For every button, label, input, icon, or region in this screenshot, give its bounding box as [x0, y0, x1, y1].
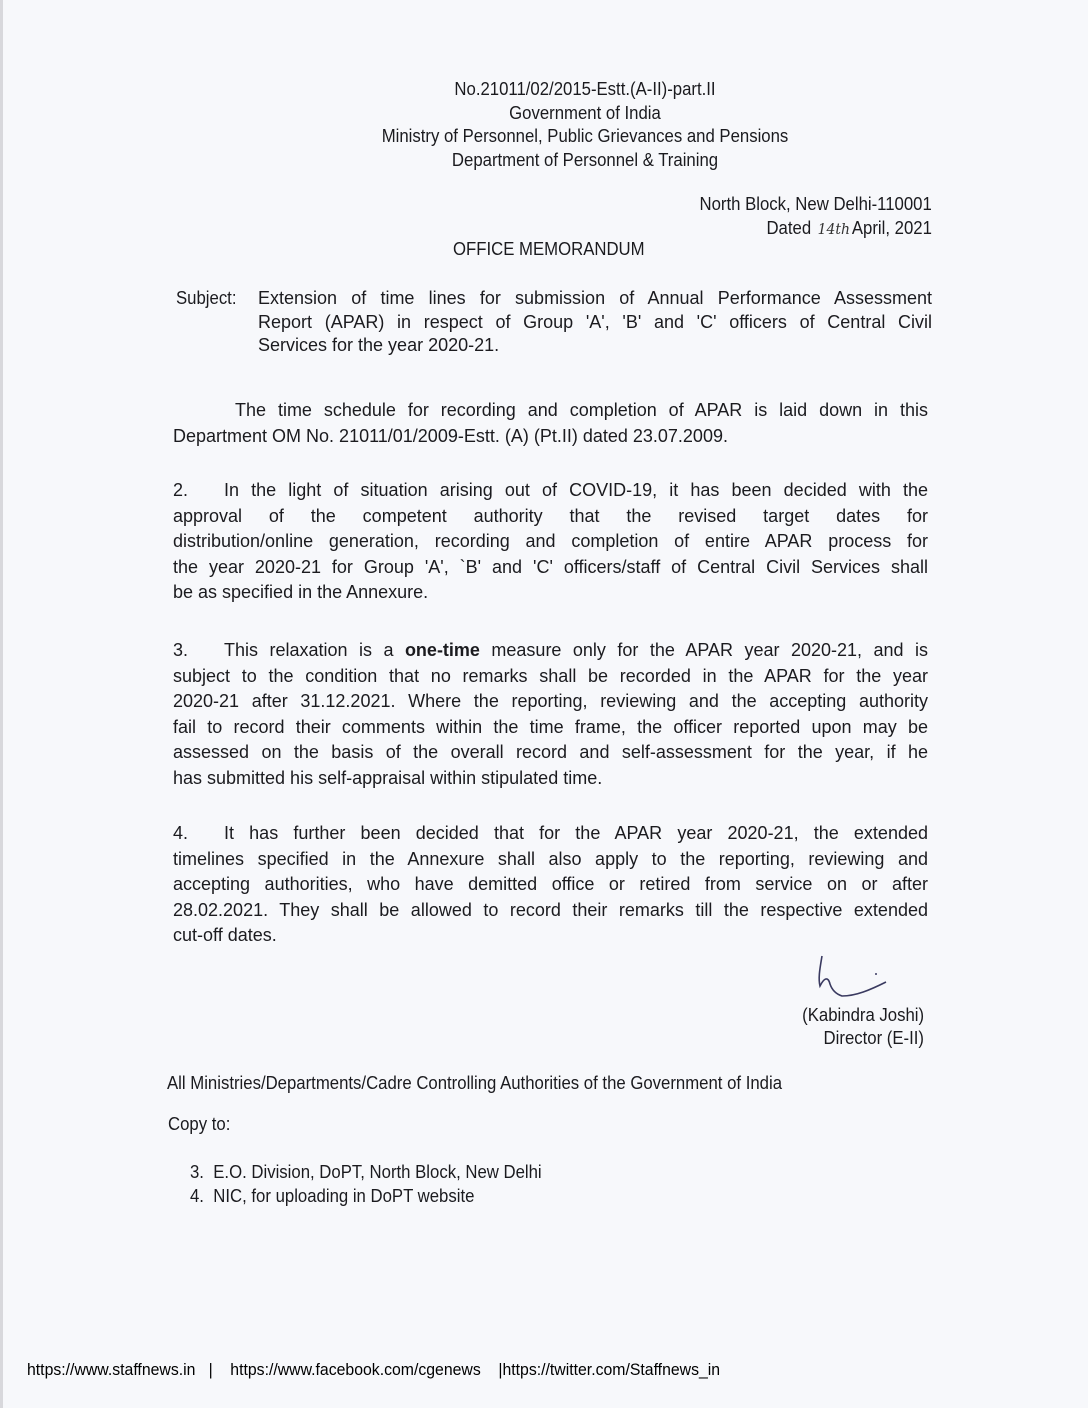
date-line [767, 218, 932, 239]
subject-line: Extension of time lines for submission of Annual Performance Assessment [258, 288, 932, 308]
para-line: Department OM No. 21011/01/2009-Estt. (A) (Pt.II) dated 23.07.2009. [173, 425, 728, 446]
para-line: 2020-21 after 31.12.2021. Where the reporting, reviewing and the accepting authority [173, 691, 928, 712]
file-number: No.21011/02/2015-Estt.(A-II)-part.II [454, 79, 716, 99]
paragraph-1 [173, 398, 928, 449]
para-text: measure only for the APAR year 2020-21, and is [479, 640, 929, 660]
department: Department of Personnel & Training [451, 149, 719, 170]
government: Government of India [509, 102, 661, 123]
para-line: distribution/online generation, recording and completion of entire APAR process for [173, 531, 928, 552]
letterhead [0, 78, 1088, 172]
para-text: 3. This relaxation is a [173, 640, 405, 660]
para-line: fail to record their comments within the time frame, the officer reported upon may be [173, 716, 928, 737]
separator: | [498, 1360, 503, 1379]
subject-label: Subject: [176, 288, 237, 308]
para-line: 28.02.2021. They shall be allowed to record their remarks till the respective extended [173, 899, 928, 920]
copy-to-item: 4. NIC, for uploading in DoPT website [190, 1186, 475, 1206]
ministry: Ministry of Personnel, Public Grievances and Pensions [381, 126, 789, 146]
copy-to-item: 3. E.O. Division, DoPT, North Block, New Delhi [190, 1162, 542, 1182]
paragraph-3 [173, 638, 928, 792]
footer-link-twitter[interactable]: https://twitter.com/Staffnews_in [502, 1360, 721, 1379]
footer-links [27, 1360, 720, 1380]
para-line: be as specified in the Annexure. [173, 582, 429, 603]
signatory-name: (Kabindra Joshi) [802, 1005, 924, 1025]
para-line: 2. In the light of situation arising out of COVID-19, it has been decided with the [173, 480, 928, 500]
subject-line: Services for the year 2020-21. [258, 335, 500, 355]
footer-link-website[interactable]: https://www.staffnews.in [27, 1360, 196, 1379]
handwritten-day: 14th [817, 220, 851, 238]
para-line [173, 638, 928, 664]
subject-line: Report (APAR) in respect of Group 'A', 'B' and 'C' officers of Central Civil [258, 311, 932, 332]
para-line: has submitted his self-appraisal within stipulated time. [173, 767, 603, 788]
separator: | [208, 1360, 213, 1379]
address: North Block, New Delhi-110001 [699, 194, 932, 214]
para-line: timelines specified in the Annexure shall also apply to the reporting, reviewing and [173, 848, 928, 869]
date-month-year: April, 2021 [851, 218, 932, 238]
date-label: Dated [766, 218, 812, 238]
subject-text [258, 287, 932, 358]
copy-to-label: Copy to: [168, 1114, 231, 1134]
para-line: 4. It has further been decided that for the APAR year 2020-21, the extended [173, 823, 928, 843]
signature-icon [812, 950, 892, 1002]
para-line: subject to the condition that no remarks shall be recorded in the APAR for the year [173, 665, 928, 686]
para-line: approval of the competent authority that the revised target dates for [173, 505, 928, 526]
doc-type: OFFICE MEMORANDUM [453, 239, 645, 259]
para-line: the year 2020-21 for Group 'A', `B' and 'C' officers/staff of Central Civil Services shall [173, 556, 928, 577]
scan-edge [0, 0, 3, 1408]
para-line: accepting authorities, who have demitted office or retired from service on or after [173, 874, 928, 895]
para-line: cut-off dates. [173, 925, 277, 946]
paragraph-2 [173, 478, 928, 606]
signatory-designation: Director (E-II) [823, 1028, 924, 1048]
paragraph-4 [173, 821, 928, 949]
para-line: The time schedule for recording and completion of APAR is laid down in this [235, 400, 928, 420]
emphasis: one-time [404, 640, 480, 660]
footer-link-facebook[interactable]: https://www.facebook.com/cgenews [230, 1360, 481, 1379]
para-line: assessed on the basis of the overall record and self-assessment for the year, if he [173, 742, 928, 763]
addressee: All Ministries/Departments/Cadre Controlling Authorities of the Government of India [167, 1073, 783, 1093]
